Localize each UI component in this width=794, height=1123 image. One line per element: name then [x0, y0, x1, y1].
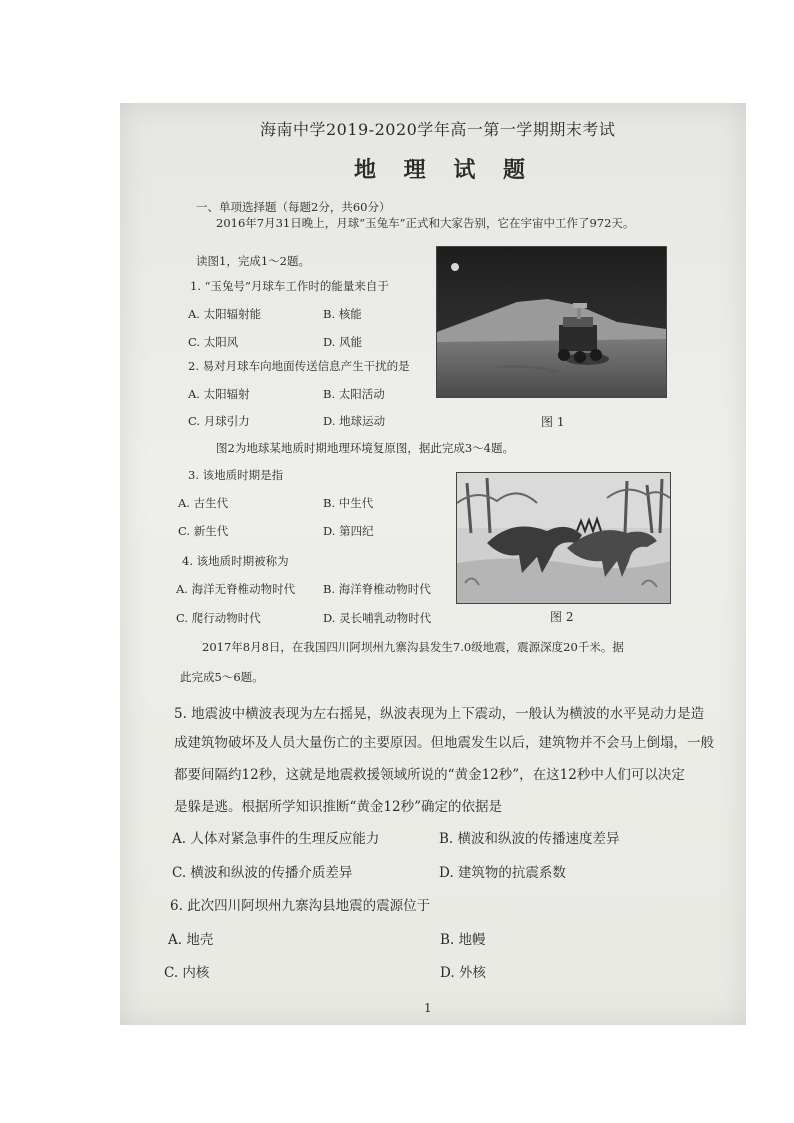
question-3-option-d[interactable]: D. 第四纪	[323, 524, 374, 538]
question-2-option-c[interactable]: C. 月球引力	[188, 414, 250, 428]
question-4-option-c[interactable]: C. 爬行动物时代	[176, 611, 261, 625]
question-5-option-a[interactable]: A. 人体对紧急事件的生理反应能力	[172, 831, 380, 847]
question-1-option-d[interactable]: D. 风能	[323, 335, 363, 349]
section-heading: 一、单项选择题（每题2分，共60分）	[196, 200, 391, 214]
question-5-line2: 成建筑物破坏及人员大量伤亡的主要原因。但地震发生以后，建筑物并不会马上倒塌，一般	[174, 735, 714, 751]
question-1-stem: 1. “玉兔号”月球车工作时的能量来自于	[190, 279, 389, 293]
question-6-option-a[interactable]: A. 地壳	[168, 932, 214, 948]
question-5-line4: 是躲是逃。根据所学知识推断“黄金12秒”确定的依据是	[174, 799, 502, 815]
page-number: 1	[424, 1001, 432, 1015]
figure-1-caption: 图 1	[541, 415, 565, 429]
figure-1-moon-rover	[436, 246, 667, 398]
question-1-option-b[interactable]: B. 核能	[323, 307, 362, 321]
question-3-option-b[interactable]: B. 中生代	[323, 496, 374, 510]
question-5-option-d[interactable]: D. 建筑物的抗震系数	[439, 865, 566, 881]
question-3-option-c[interactable]: C. 新生代	[178, 524, 229, 538]
dinosaur-scene-illustration	[457, 473, 670, 603]
question-4-stem: 4. 该地质时期被称为	[182, 554, 289, 568]
question-6-option-c[interactable]: C. 内核	[164, 965, 210, 981]
question-3-option-a[interactable]: A. 古生代	[178, 496, 229, 510]
intro-earthquake-line2: 此完成5～6题。	[180, 670, 264, 684]
question-5-option-c[interactable]: C. 横波和纵波的传播介质差异	[172, 865, 353, 881]
question-2-option-d[interactable]: D. 地球运动	[323, 414, 386, 428]
exam-title: 海南中学2019-2020学年高一第一学期期末考试	[260, 120, 616, 139]
question-2-stem: 2. 易对月球车向地面传送信息产生干扰的是	[188, 359, 410, 373]
intro-moon-rover: 2016年7月31日晚上，月球“玉兔车”正式和大家告别，它在宇宙中工作了972天。	[216, 216, 635, 230]
question-5-line3: 都要间隔约12秒，这就是地震救援领域所说的“黄金12秒”，在这12秒中人们可以决定	[174, 767, 685, 783]
question-5-option-b[interactable]: B. 横波和纵波的传播速度差异	[439, 831, 620, 847]
question-1-option-a[interactable]: A. 太阳辐射能	[188, 307, 262, 321]
question-4-option-d[interactable]: D. 灵长哺乳动物时代	[323, 611, 432, 625]
question-4-option-a[interactable]: A. 海洋无脊椎动物时代	[176, 582, 296, 596]
figure-2-caption: 图 2	[550, 610, 574, 624]
intro-earthquake-line1: 2017年8月8日，在我国四川阿坝州九寨沟县发生7.0级地震，震源深度20千米。据	[202, 640, 624, 654]
question-4-option-b[interactable]: B. 海洋脊椎动物时代	[323, 582, 431, 596]
figure-2-dinosaurs	[456, 472, 671, 604]
question-6-stem: 6. 此次四川阿坝州九寨沟县地震的震源位于	[170, 898, 431, 914]
question-2-option-a[interactable]: A. 太阳辐射	[188, 387, 250, 401]
question-6-option-d[interactable]: D. 外核	[440, 965, 486, 981]
question-2-option-b[interactable]: B. 太阳活动	[323, 387, 385, 401]
moon-rover-illustration	[437, 247, 666, 397]
exam-sheet	[120, 103, 746, 1025]
question-3-stem: 3. 该地质时期是指	[188, 468, 284, 482]
question-5-line1: 5. 地震波中横波表现为左右摇晃，纵波表现为上下震动，一般认为横波的水平晃动力是造	[174, 706, 705, 722]
intro-read-fig1: 读图1，完成1～2题。	[196, 254, 310, 268]
intro-fig2: 图2为地球某地质时期地理环境复原图，据此完成3～4题。	[216, 441, 514, 455]
question-1-option-c[interactable]: C. 太阳风	[188, 335, 239, 349]
question-6-option-b[interactable]: B. 地幔	[440, 932, 486, 948]
subject-title: 地 理 试 题	[354, 157, 535, 183]
